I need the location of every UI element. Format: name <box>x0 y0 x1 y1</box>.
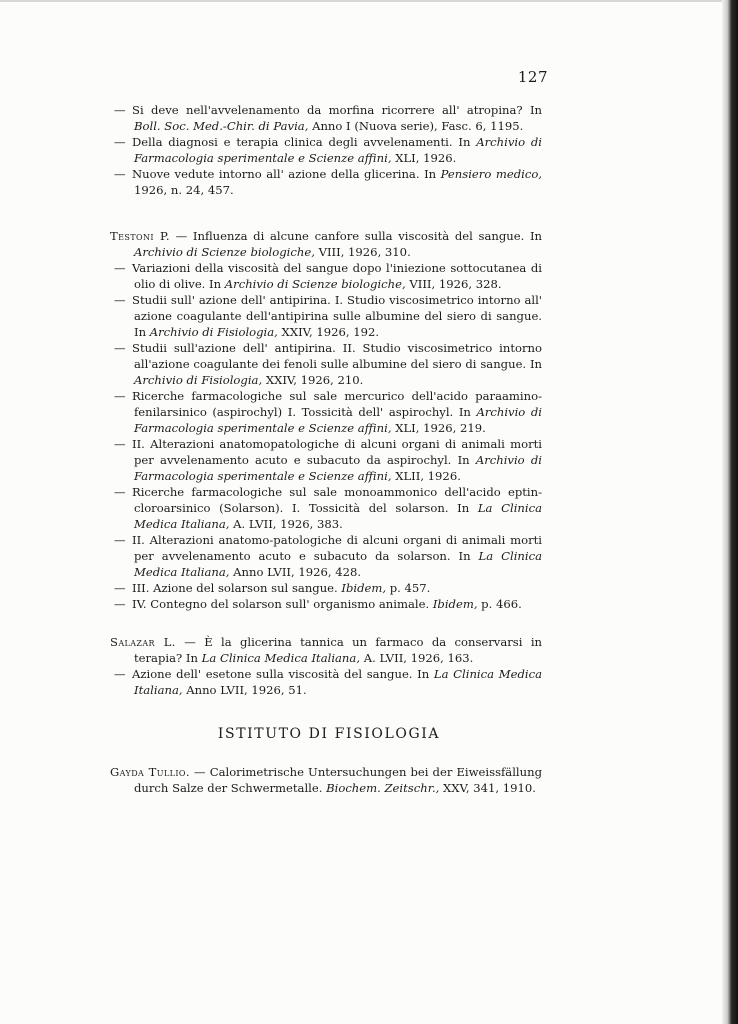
bib-entry: — IV. Contegno del solarson sull' organismo animale. Ibidem, p. 466. <box>114 597 522 611</box>
bib-entry: — III. Azione del solarson sul sangue. Ibidem, p. 457. <box>114 581 431 595</box>
bib-entry: — Ricerche farmacologiche sul sale mercurico dell'acido paraamino-fenilarsinico (aspirochyl) I. Tossicità dell' aspirochyl. In Archivio di Farmacologia sperimentale e Scienze affini, XLI, 1926, 219. <box>114 389 542 435</box>
author-entry-gayda: Gayda Tullio. — Calorimetrische Untersuchungen bei der Eiweissfällung durch Salze der Schwermetalle. Biochem. Zeitschr., XXV, 341, 1910. <box>110 765 542 795</box>
bib-entry: — Nuove vedute intorno all' azione della glicerina. In Pensiero medico, 1926, n. 24, 457. <box>114 167 542 197</box>
bib-entry: — Si deve nell'avvelenamento da morfina ricorrere all' atropina? In Boll. Soc. Med.-Chir. di Pavia, Anno I (Nuova serie), Fasc. 6, 1195. <box>114 103 542 133</box>
page-number: 127 <box>517 68 548 86</box>
bibliography-content <box>110 102 542 796</box>
bib-entry: — Variazioni della viscosità del sangue dopo l'iniezione sottocutanea di olio di olive. In Archivio di Scienze biologiche, VIII, 1926, 328. <box>114 261 542 291</box>
bib-entry: — Azione dell' esetone sulla viscosità del sangue. In La Clinica Medica Italiana, Anno LVII, 1926, 51. <box>114 667 542 697</box>
author-name: Gayda Tullio. <box>110 765 190 779</box>
author-name: Testoni P. <box>110 229 170 243</box>
author-name: Salazar L. <box>110 635 176 649</box>
bib-entry: — Studii sull'azione dell' antipirina. II. Studio viscosimetrico intorno all'azione coagulante dei fenoli sulle albumine del siero di sangue. In Archivio di Fisiologia, XXIV, 1926, 210. <box>114 341 542 387</box>
section-heading: ISTITUTO DI FISIOLOGIA <box>217 726 441 742</box>
bib-entry: — Ricerche farmacologiche sul sale monoammonico dell'acido eptin-cloroarsinico (Solarson). I. Tossicità del solarson. In La Clinica Medica Italiana, A. LVII, 1926, 383. <box>114 485 542 531</box>
page-top-edge <box>0 0 738 2</box>
bib-entry: — Della diagnosi e terapia clinica degli avvelenamenti. In Archivio di Farmacologia sperimentale e Scienze affini, XLI, 1926. <box>114 135 543 165</box>
bib-entry: — Studii sull' azione dell' antipirina. I. Studio viscosimetrico intorno all' azione coagulante dell'antipirina sulle albumine del siero di sangue. In Archivio di Fisiologia, XXIV, 1926, 192. <box>114 293 542 339</box>
author-entry-salazar: Salazar L. — È la glicerina tannica un farmaco da conservarsi in terapia? In La Clinica Medica Italiana, A. LVII, 1926, 163. <box>110 635 542 665</box>
author-entry-testoni: Testoni P. — Influenza di alcune canfore sulla viscosità del sangue. In Archivio di Scienze biologiche, VIII, 1926, 310. <box>110 229 542 259</box>
bib-entry: — II. Alterazioni anatomo-patologiche di alcuni organi di animali morti per avvelenamento acuto e subacuto da solarson. In La Clinica Medica Italiana, Anno LVII, 1926, 428. <box>114 533 542 579</box>
scan-border <box>722 0 738 1024</box>
bib-entry: — II. Alterazioni anatomopatologiche di alcuni organi di animali morti per avvelenamento acuto e subacuto da aspirochyl. In Archivio di Farmacologia sperimentale e Scienze affini, XLII, 1926. <box>114 437 543 483</box>
